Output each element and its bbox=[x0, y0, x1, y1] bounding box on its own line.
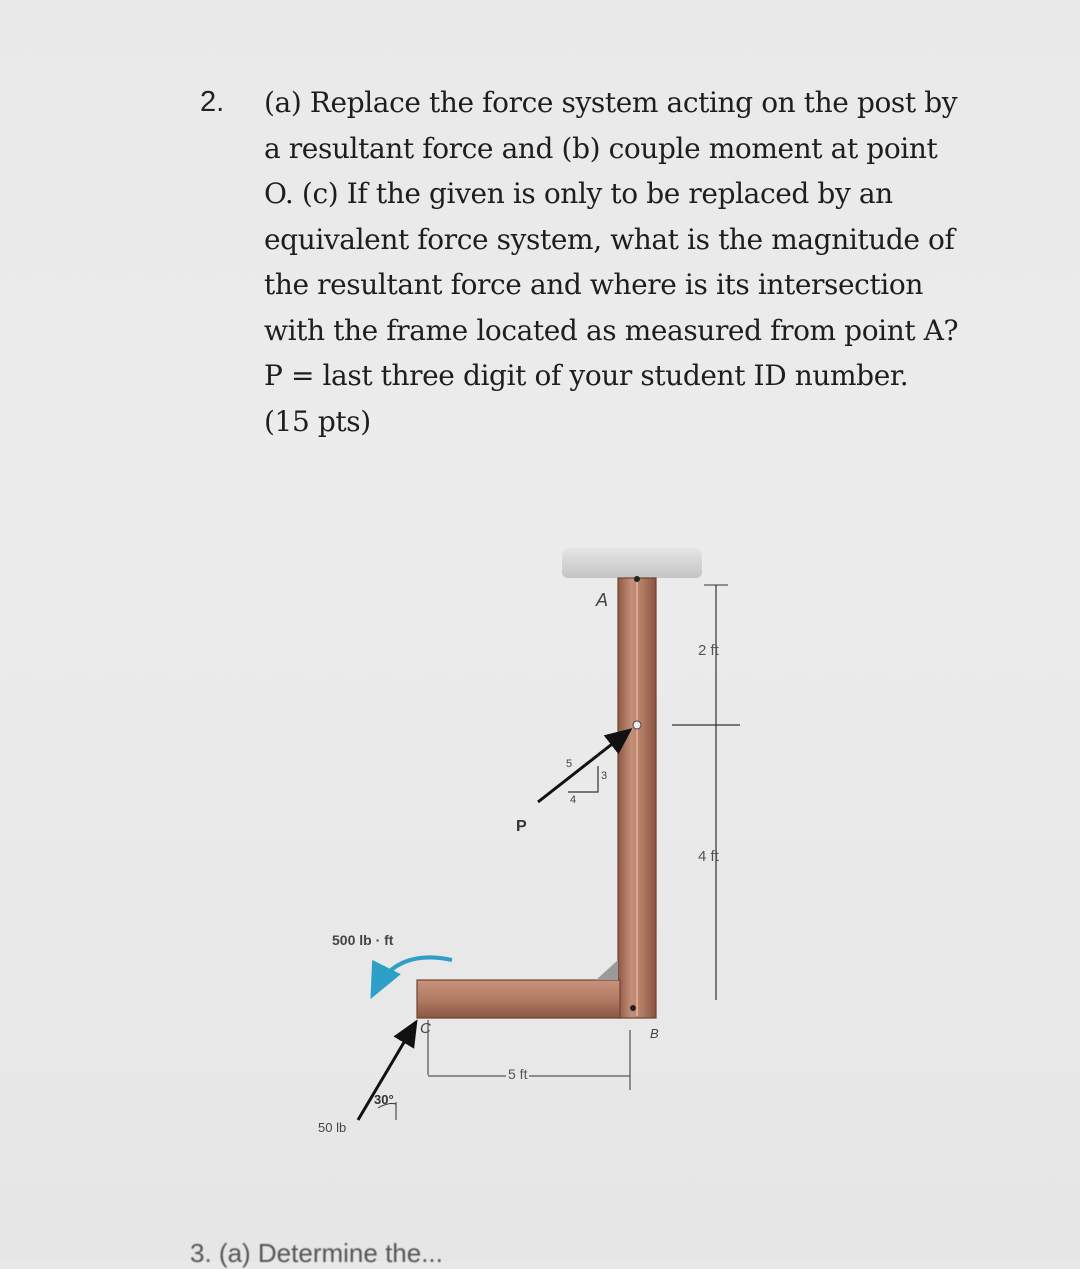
question-line: O. (c) If the given is only to be replaced by an bbox=[264, 177, 893, 210]
frame-figure bbox=[300, 530, 780, 1170]
label-dim-top: 2 ft bbox=[698, 642, 719, 659]
label-dim-side: 4 ft bbox=[698, 848, 719, 865]
question-line: equivalent force system, what is the magnitude of bbox=[264, 222, 955, 256]
label-point-a: A bbox=[596, 590, 609, 610]
label-point-b: B bbox=[650, 1026, 659, 1041]
question-text bbox=[264, 80, 1024, 444]
pin-a bbox=[634, 576, 640, 582]
corner-gusset bbox=[596, 960, 618, 980]
question-line: the resultant force and where is its intersection bbox=[264, 268, 923, 301]
label-point-c: C bbox=[420, 1020, 431, 1037]
label-slope-run: 4 bbox=[570, 794, 577, 806]
pin-load-point bbox=[633, 721, 641, 729]
next-question-cutoff: 3. (a) Determine the... bbox=[190, 1238, 443, 1268]
question-line: (a) Replace the force system acting on the post by bbox=[264, 86, 958, 119]
slope-triangle bbox=[568, 766, 598, 792]
question-number: 2. bbox=[200, 86, 225, 118]
post-horizontal-arm bbox=[417, 980, 620, 1018]
question-line: P = last three digit of your student ID number. bbox=[264, 359, 909, 392]
label-slope-rise: 3 bbox=[601, 770, 608, 782]
question-line: (15 pts) bbox=[264, 404, 371, 438]
force-p-arrow bbox=[538, 730, 630, 802]
label-couple-moment: 500 lb · ft bbox=[332, 932, 394, 948]
label-dim-bottom: 5 ft bbox=[508, 1066, 528, 1082]
label-angle: 30° bbox=[374, 1092, 394, 1107]
label-force-p: P bbox=[516, 818, 527, 835]
question-line: a resultant force and (b) couple moment at point bbox=[264, 131, 938, 165]
label-slope-hyp: 5 bbox=[566, 758, 573, 770]
question-line: with the frame located as measured from point A? bbox=[264, 313, 959, 347]
pin-b bbox=[630, 1005, 636, 1011]
ceiling-support bbox=[562, 548, 702, 578]
label-force-50lb: 50 lb bbox=[318, 1120, 347, 1135]
